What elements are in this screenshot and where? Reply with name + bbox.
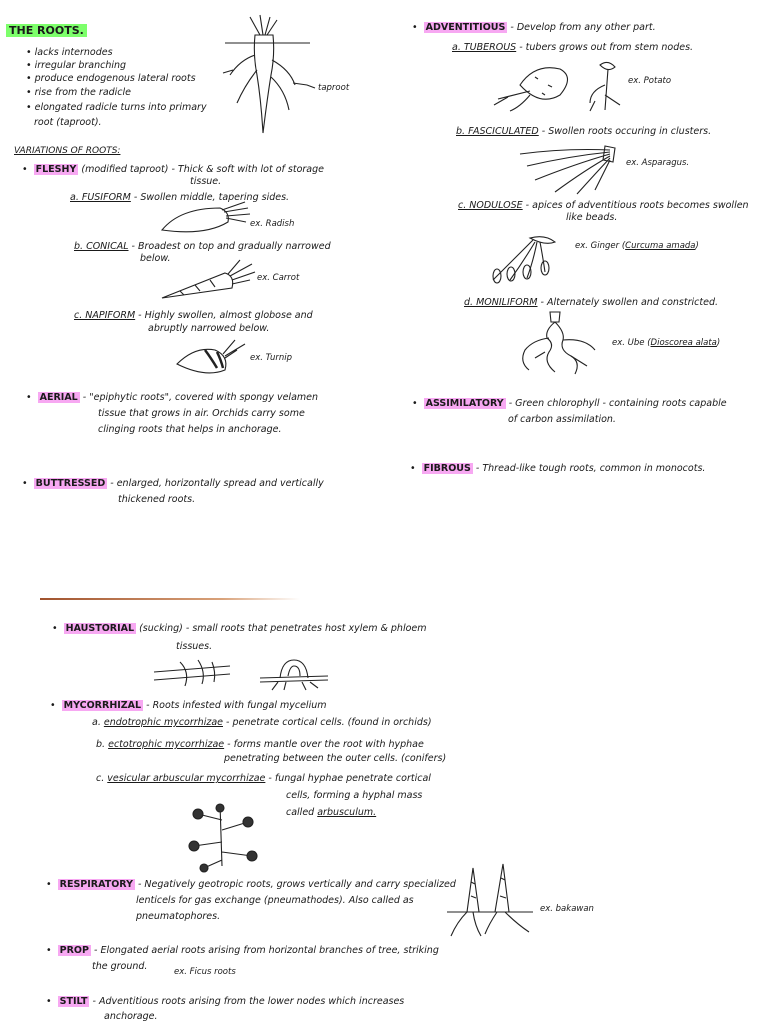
haustorial-entry: • HAUSTORIAL (sucking) - small roots that penetrates host xylem & phloem — [52, 622, 427, 635]
fleshy-desc-cont: tissue. — [190, 176, 222, 187]
taproot-bullet-cont: root (taproot). — [34, 117, 102, 128]
turnip-sketch — [175, 338, 260, 383]
taproot-label: taproot — [318, 83, 350, 93]
fusiform-example: ex. Radish — [250, 219, 295, 229]
tuberous-example: ex. Potato — [628, 76, 672, 86]
fibrous-entry: • FIBROUS - Thread-like tough roots, common in monocots. — [410, 462, 705, 475]
assimilatory-desc-cont: of carbon assimilation. — [508, 414, 616, 425]
section-divider — [40, 598, 300, 600]
vesicular-entry: c. vesicular arbuscular mycorrhizae - fungal hyphae penetrate cortical — [96, 773, 431, 784]
buttressed-desc-cont: thickened roots. — [118, 494, 196, 505]
aerial-entry: • AERIAL - "epiphytic roots", covered with spongy velamen — [26, 391, 318, 404]
napiform-example: ex. Turnip — [250, 353, 293, 363]
napiform-desc-cont: abruptly narrowed below. — [148, 323, 270, 334]
napiform-entry: c. NAPIFORM - Highly swollen, almost globose and — [74, 310, 313, 321]
respiratory-desc-cont: lenticels for gas exchange (pneumathodes). Also called as — [136, 895, 414, 906]
aerial-desc-cont: tissue that grows in air. Orchids carry some — [98, 408, 305, 419]
stilt-entry: • STILT - Adventitious roots arising from the lower nodes which increases — [46, 995, 404, 1008]
asparagus-sketch — [515, 142, 615, 197]
taproot-bullet: • produce endogenous lateral roots — [26, 72, 196, 85]
vesicular-desc-cont: cells, forming a hyphal mass — [286, 790, 423, 801]
haustorial-desc-cont: tissues. — [176, 641, 213, 652]
fasciculated-entry: b. FASCICULATED - Swollen roots occuring in clusters. — [456, 126, 712, 137]
fleshy-entry: • FLESHY (modified taproot) - Thick & soft with lot of storage — [22, 163, 324, 176]
nodulose-example: ex. Ginger (Curcuma amada) — [575, 241, 699, 251]
ectotrophic-entry: b. ectotrophic mycorrhizae - forms mantle over the root with hyphae — [96, 739, 424, 750]
prop-entry: • PROP - Elongated aerial roots arising from horizontal branches of tree, striking — [46, 944, 439, 957]
conical-desc-cont: below. — [140, 253, 171, 264]
fasciculated-example: ex. Asparagus. — [626, 158, 690, 168]
vesicular-desc-cont: called arbusculum. — [286, 807, 377, 818]
respiratory-example: ex. bakawan — [540, 904, 594, 914]
tuberous-entry: a. TUBEROUS - tubers grows out from stem nodes. — [452, 42, 694, 53]
taproot-bullet: • lacks internodes — [26, 46, 113, 59]
ectotrophic-desc-cont: penetrating between the outer cells. (conifers) — [224, 753, 447, 764]
ube-sketch — [515, 310, 605, 380]
mycorrhiza-sketch — [180, 800, 265, 870]
radish-sketch — [160, 200, 255, 240]
haustoria-sketch — [150, 652, 330, 692]
mycorrhizal-entry: • MYCORRHIZAL - Roots infested with fungal mycelium — [50, 699, 326, 712]
conical-entry: b. CONICAL - Broadest on top and gradually narrowed — [74, 241, 331, 252]
stilt-desc-cont: anchorage. — [104, 1011, 158, 1022]
moniliform-entry: d. MONILIFORM - Alternately swollen and constricted. — [464, 297, 718, 308]
taproot-bullet: • elongated radicle turns into primary — [26, 101, 207, 114]
page-title: THE ROOTS. — [6, 24, 87, 38]
conical-example: ex. Carrot — [257, 273, 300, 283]
ginger-sketch — [485, 228, 565, 286]
buttressed-entry: • BUTTRESSED - enlarged, horizontally spread and vertically — [22, 477, 324, 490]
assimilatory-entry: • ASSIMILATORY - Green chlorophyll - containing roots capable — [412, 397, 727, 410]
prop-desc-cont: the ground. — [92, 961, 148, 972]
moniliform-example: ex. Ube (Dioscorea alata) — [612, 338, 721, 348]
prop-example: ex. Ficus roots — [174, 967, 236, 977]
nodulose-desc-cont: like beads. — [566, 212, 618, 223]
taproot-bullet: • irregular branching — [26, 59, 126, 72]
carrot-sketch — [160, 258, 260, 303]
taproot-sketch — [215, 15, 325, 140]
potato-sketch — [490, 55, 640, 115]
aerial-desc-cont: clinging roots that helps in anchorage. — [98, 424, 282, 435]
pneumatophore-sketch — [445, 862, 535, 942]
adventitious-entry: • ADVENTITIOUS - Develop from any other part. — [412, 21, 656, 34]
nodulose-entry: c. NODULOSE - apices of adventitious roots becomes swollen — [458, 200, 749, 211]
respiratory-entry: • RESPIRATORY - Negatively geotropic roots, grows vertically and carry specialized — [46, 878, 456, 891]
variations-heading: VARIATIONS OF ROOTS: — [14, 146, 121, 156]
taproot-bullet: • rise from the radicle — [26, 86, 131, 99]
respiratory-desc-cont: pneumatophores. — [136, 911, 221, 922]
fusiform-entry: a. FUSIFORM - Swollen middle, tapering sides. — [70, 192, 290, 203]
endotrophic-entry: a. endotrophic mycorrhizae - penetrate cortical cells. (found in orchids) — [92, 717, 432, 728]
